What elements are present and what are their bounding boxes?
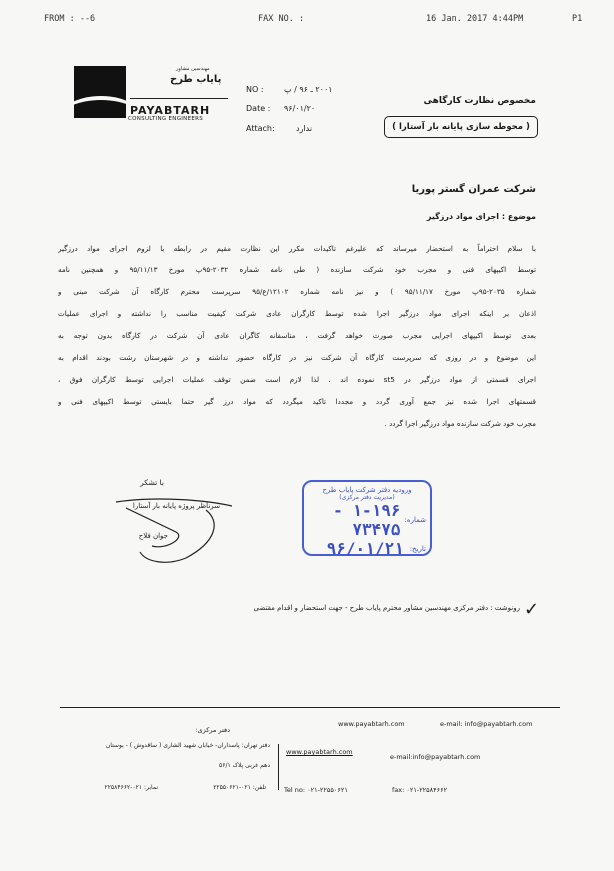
doc-header-title: مخصوص نظارت کارگاهی (423, 96, 536, 106)
cc-line: رونوشت : دفتر مرکزی مهندسین مشاور محترم پایاب طرح - جهت استحضار و اقدام مقتضی (253, 604, 520, 612)
footer-fax-en: fax: ۰۲۱-۲۲۵۸۴۶۶۲ (392, 786, 448, 794)
signature-role: سرناظر پروژه پایانه بار آستارا (132, 502, 220, 510)
no-value: ۲۰۰۱ ـ ۹۶ / پ (284, 85, 333, 94)
stamp-sub: (مدیریت دفتر مرکزی) (339, 494, 395, 501)
body-line-3: شماره ۲۰۳۵-۹۵پ مورخ ۹۵/۱۱/۱۷ ) و نیز نامه شماره ۱۲۱۰۲/ع/۹۵ سرپرست محترم کارگاه آن شرکت مبنی و (58, 287, 536, 296)
body-line-5: بعدی توسط اکیپهای اجرایی مجرب صورت خواهد گرفت ، متاسفانه کاگران عادی آن شرکت در کارگاه بدون توجه به (58, 331, 536, 340)
body-line-4: اذعان بر اینکه اجرای مواد درزگیر اجرا شده توسط کارگران عادی شرکت کیفیت مناسب را نداشته و اجرای عملیات (58, 309, 536, 318)
footer-fax-fa: نمابر: ۰۲۱-۲۲۵۸۴۶۶۲ (104, 784, 158, 791)
body-line-6: این موضوع و در روزی که سرپرست کارگاه آن شرکت نیز در کارگاه حضور نداشته و در شهرستان رشت بودند اقدام به (58, 353, 536, 362)
attach-value: ندارد (296, 124, 313, 133)
reception-stamp (302, 480, 432, 556)
stamp-date-label: تاریخ: (409, 544, 426, 553)
body-line-9: مجرب خود شرکت سازنده مواد درزگیر اجرا گردد . (384, 419, 536, 428)
attach-label: Attach: (246, 124, 275, 133)
body-line-7: اجرای قسمتی از مواد درزگیر در st5 نموده اند . لذا لازم است ضمن توقف عملیات اجرایی توسط کارگران فوق ، (58, 375, 536, 384)
footer-tel-no: Tel no: ۰۲۱-۲۲۵۵۰۶۲۱ (284, 786, 348, 794)
footer-email-2: e-mail:info@payabtarh.com (390, 753, 481, 761)
check-mark-icon: ✓ (524, 599, 540, 620)
addressee: شرکت عمران گستر پوریا (411, 184, 536, 195)
logo-fa-name: پایاب طرح (170, 74, 222, 85)
body-line-8: قسمتهای اجرا شده نیز جمع آوری گردد و مجددا تاکید میگردد که مواد درز گیر حتما بایستی توسط اکیپهای فنی و (58, 397, 536, 406)
subject: موضوع : اجرای مواد درزگیر (426, 212, 536, 221)
date-label: Date : (246, 104, 271, 113)
logo-en-name: PAYABTARH (130, 104, 211, 117)
footer-web-2: www.payabtarh.com (286, 748, 353, 756)
stamp-date: ۹۶/۰۱/۲۱ (326, 539, 404, 558)
stamp-title: ورودیه دفتر شرکت پایاب طرح (322, 486, 412, 494)
no-label: NO : (246, 85, 264, 94)
footer-address-1: دفتر تهران: پاسداران- خیابان شهید الشاری ( ساقدوش ) - بوستان (105, 742, 270, 749)
footer-divider (60, 707, 560, 708)
fax-datetime: 16 Jan. 2017 4:44PM (426, 14, 524, 24)
footer-tel-fa: تلفن: ۰۲۱-۲۲۵۵۰۶۲۱ (213, 784, 266, 791)
stamp-number-label: شماره: (404, 516, 426, 524)
footer-central-office: دفتر مرکزی: (195, 726, 230, 734)
signature-name: جوان فلاح (138, 532, 168, 540)
logo-en-sub: CONSULTING ENGINEERS (128, 116, 204, 122)
company-logo (74, 66, 126, 118)
fax-page: P1 (572, 14, 583, 24)
signature-thanks: با تشکر (140, 478, 164, 487)
logo-divider (130, 98, 228, 99)
footer-address-2: دهم غربی پلاک ۵۶/۱ (219, 762, 270, 769)
footer-vertical-divider (278, 744, 280, 790)
project-box: ( محوطه سازی پایانه بار آستارا ) (384, 116, 538, 138)
body-line-1: با سلام احتراماً به استحضار میرساند که علیرغم تاکیدات مکرر این نظارت مقیم در رابطه با لزوم اجرای مواد درزگیر (58, 244, 536, 253)
date-value: ۹۶/۰۱/۲۰ (284, 104, 316, 113)
fax-number: FAX NO. : (258, 14, 305, 24)
stamp-number: ۱-۱۹۶ - ۷۳۴۷۵ (333, 501, 401, 539)
body-line-2: توسط اکیپهای فنی و مجرب خود شرکت سازنده ( طی نامه شماره ۲۰۳۲-۹۵پ مورخ ۹۵/۱۱/۱۳ و همچنین نامه (58, 265, 536, 274)
footer-web-1: www.payabtarh.com (338, 720, 405, 728)
fax-from: FROM : --6 (44, 14, 96, 24)
footer-email-1: e-mail: info@payabtarh.com (440, 720, 533, 728)
logo-fa-small: مهندسین مشاور (176, 66, 210, 72)
